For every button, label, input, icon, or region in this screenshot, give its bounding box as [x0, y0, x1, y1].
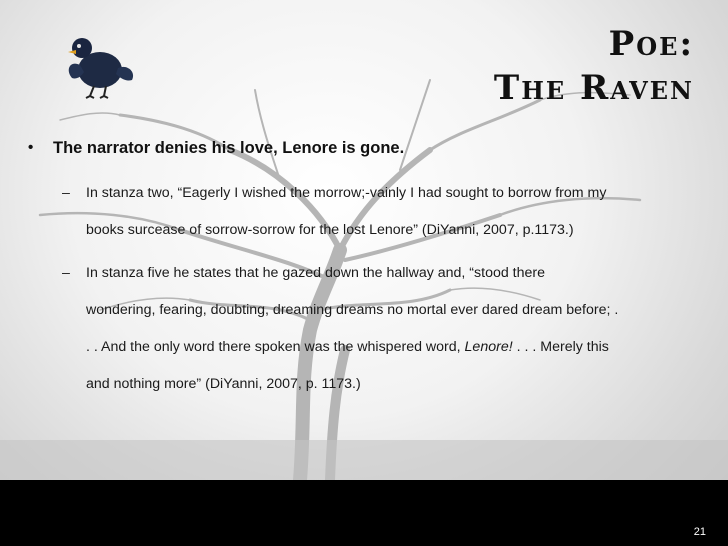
- sub-bullet-2-line-4: and nothing more” (DiYanni, 2007, p. 1173.): [86, 376, 361, 392]
- line-3-post: . . . Merely this: [512, 339, 609, 355]
- sub-bullet-1-line-1: In stanza two, “Eagerly I wished the morrow;-vainly I had sought to borrow from my: [86, 185, 607, 201]
- footer-bar: [0, 480, 728, 546]
- page-number: 21: [693, 526, 706, 538]
- sub-bullet-2-line-3: [86, 329, 706, 366]
- slide-title: [494, 22, 694, 110]
- bullet-dot-icon: •: [28, 139, 34, 156]
- raven-icon: [60, 30, 140, 100]
- sub-bullet-2-line-1: In stanza five he states that he gazed down the hallway and, “stood there: [86, 265, 546, 281]
- main-bullet-text: The narrator denies his love, Lenore is gone.: [53, 139, 405, 157]
- lenore-emphasis: Lenore!: [464, 339, 513, 355]
- dash-icon: –: [62, 185, 70, 201]
- sub-bullet-1-line-2: books surcease of sorrow-sorrow for the lost Lenore” (DiYanni, 2007, p.1173.): [86, 222, 574, 238]
- title-line-2: The Raven: [493, 68, 694, 108]
- title-line-1: Poe:: [608, 24, 694, 64]
- sub-bullet-2-line-2: wondering, fearing, doubting, dreaming dreams no mortal ever dared dream before; .: [86, 302, 619, 318]
- line-3-pre: . . And the only word there spoken was the whispered word,: [86, 339, 465, 355]
- dash-icon: –: [62, 265, 70, 281]
